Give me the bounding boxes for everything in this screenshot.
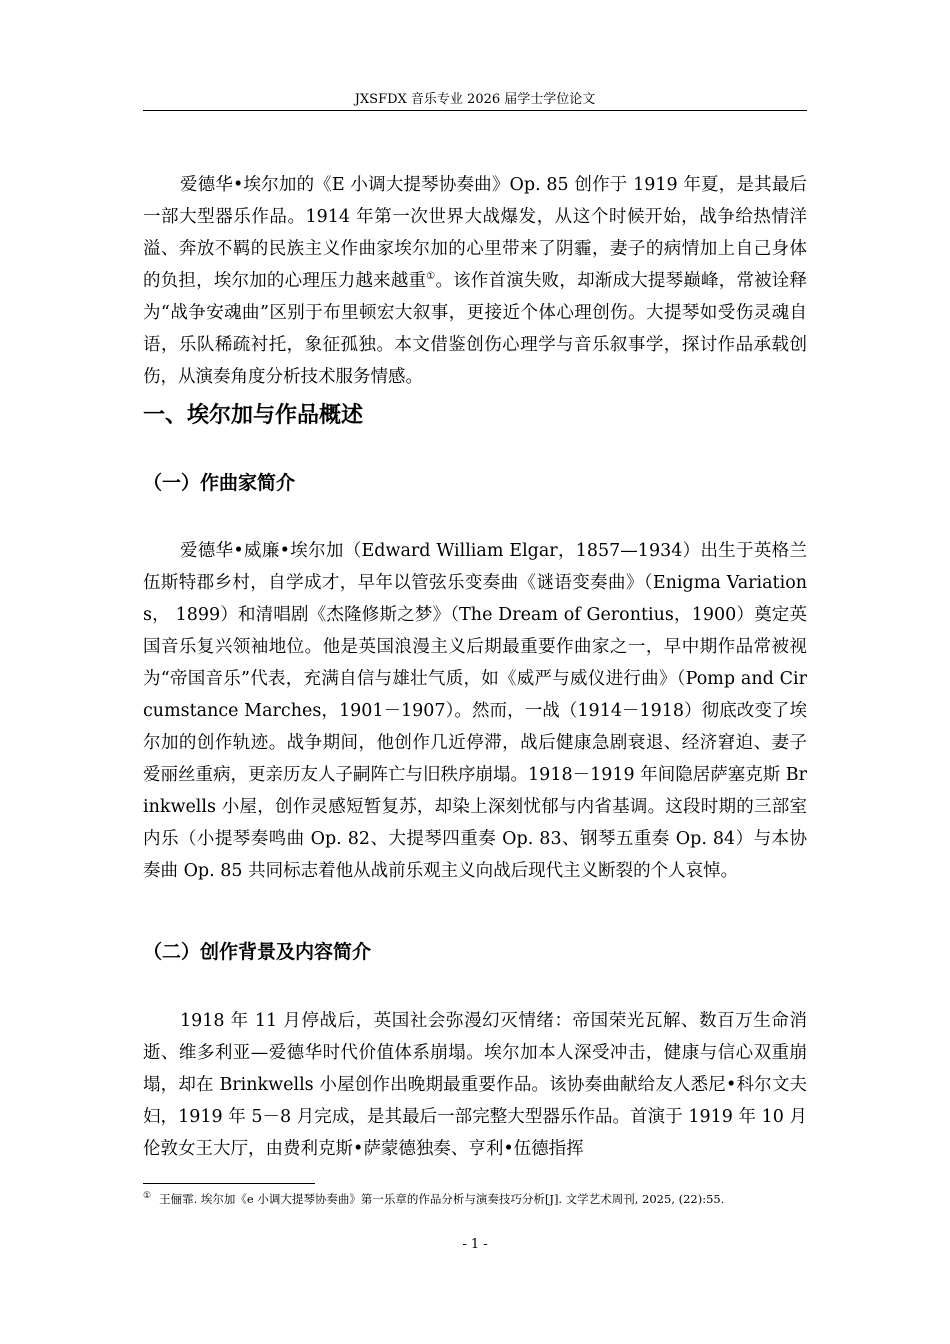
subsection-heading-composer: （一）作曲家简介 bbox=[143, 472, 296, 494]
page-number: - 1 - bbox=[462, 1237, 488, 1252]
footnote-rule bbox=[143, 1183, 315, 1184]
background-paragraph: 1918 年 11 月停战后，英国社会弥漫幻灭情绪：帝国荣光瓦解、数百万生命消逝、维多利亚—爱德华时代价值体系崩塌。埃尔加本人深受冲击，健康与信心双重崩塌，却在 Brinkwells 小屋创作出晚期最重要作品。该协奏曲献给友人悉尼•科尔文夫妇，1919 年 5－8 月完成，是其最后一部完整大型器乐作品。首演于 1919 年 10 月伦敦女王大厅，由费利克斯•萨蒙德独奏、亨利•伍德指挥 bbox=[143, 1011, 807, 1159]
subsection-heading-background: （二）创作背景及内容简介 bbox=[143, 941, 372, 963]
footnote bbox=[143, 1190, 807, 1209]
composer-paragraph: 爱德华•威廉•埃尔加（Edward William Elgar，1857—1934）出生于英格兰伍斯特郡乡村，自学成才，早年以管弦乐变奏曲《谜语变奏曲》（Enigma Variations， 1899）和清唱剧《杰隆修斯之梦》（The Dream of Gerontius，1900）奠定英国音乐复兴领袖地位。他是英国浪漫主义后期最重要作曲家之一，早中期作品常被视为“帝国音乐”代表，充满自信与雄壮气质，如《威严与威仪进行曲》（Pomp and Circumstance Marches，1901－1907）。然而，一战（1914－1918）彻底改变了埃尔加的创作轨迹。战争期间，他创作几近停滞，战后健康急剧衰退、经济窘迫、妻子爱丽丝重病，更亲历友人子嗣阵亡与旧秩序崩塌。1918－1919 年间隐居萨塞克斯 Brinkwells 小屋，创作灵感短暂复苏，却染上深刻忧郁与内省基调。这段时期的三部室内乐（小提琴奏鸣曲 Op. 82、大提琴四重奏 Op. 83、钢琴五重奏 Op. 84）与本协奏曲 Op. 85 共同标志着他从战前乐观主义向战后现代主义断裂的个人哀悼。 bbox=[143, 541, 807, 881]
footnote-text: 王俪霏. 埃尔加《e 小调大提琴协奏曲》第一乐章的作品分析与演奏技巧分析[J]. 文学艺术周刊, 2025, (22):55. bbox=[159, 1192, 725, 1206]
footnote-number: ① bbox=[143, 1191, 152, 1202]
header-rule bbox=[143, 110, 807, 111]
intro-text-part-1: 爱德华•埃尔加的《E 小调大提琴协奏曲》Op. 85 创作于 1919 年夏，是其最后一部大型器乐作品。1914 年第一次世界大战爆发，从这个时候开始，战争给热情洋溢、奔放不羁的民族主义作曲家埃尔加的心里带来了阴霾，妻子的病情加上自己身体的负担，埃尔加的心理压力越来越重 bbox=[143, 175, 807, 291]
running-header: JXSFDX 音乐专业 2026 届学士学位论文 bbox=[354, 92, 596, 107]
footnote-reference[interactable]: ① bbox=[426, 271, 436, 283]
section-heading: 一、埃尔加与作品概述 bbox=[143, 403, 364, 428]
intro-text-part-2: 。该作首演失败，却渐成大提琴巅峰，常被诠释为“战争安魂曲”区别于布里顿宏大叙事，更接近个体心理创伤。大提琴如受伤灵魂自语，乐队稀疏衬托，象征孤独。本文借鉴创伤心理学与音乐叙事学，探讨作品承载创伤，从演奏角度分析技术服务情感。 bbox=[143, 271, 808, 387]
intro-paragraph bbox=[143, 169, 807, 393]
